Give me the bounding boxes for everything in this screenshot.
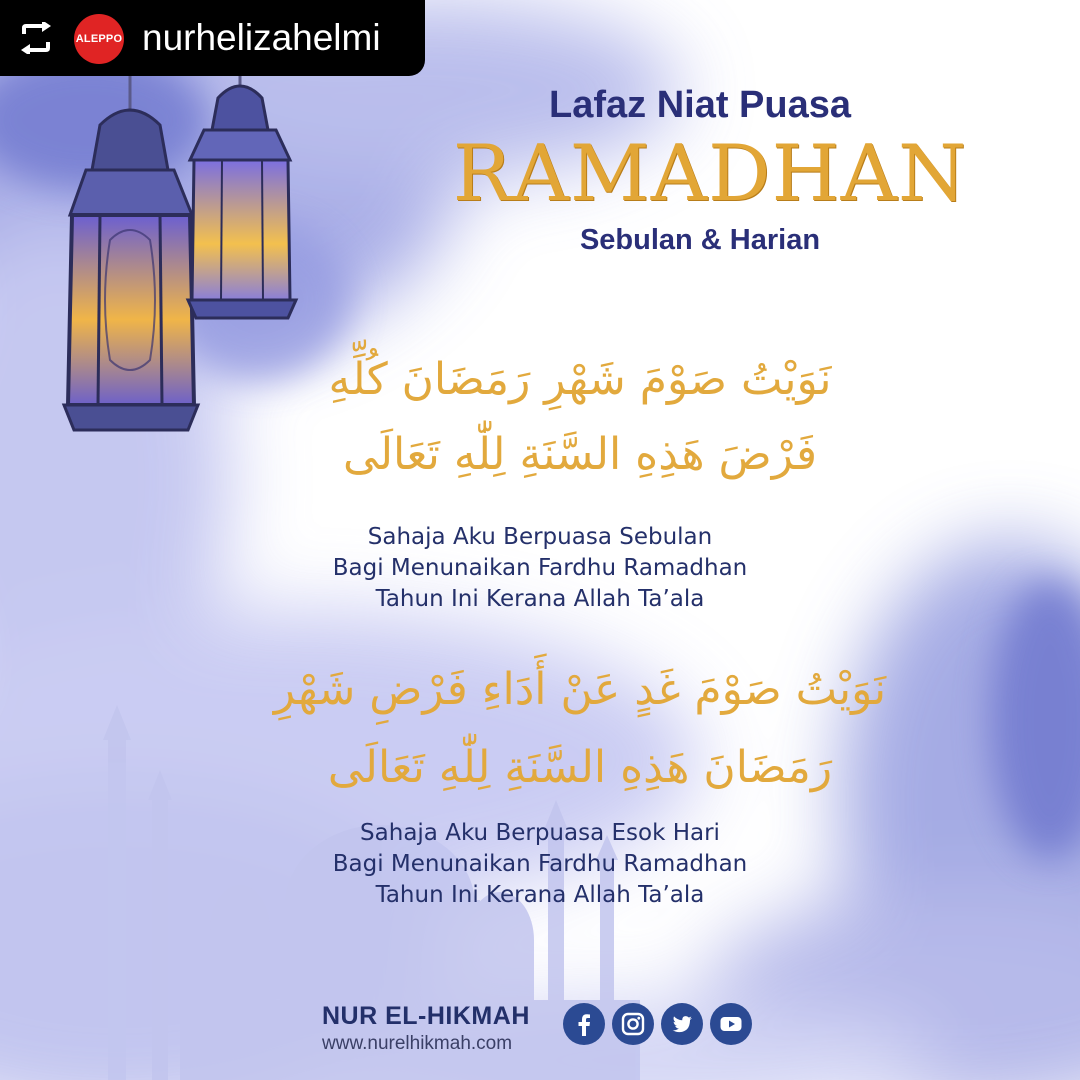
twitter-icon[interactable] [661, 1003, 703, 1045]
translation-line: Sahaja Aku Berpuasa Esok Hari [360, 820, 720, 846]
website-link[interactable]: www.nurelhikmah.com [322, 1033, 513, 1054]
niat-sebulan-arabic-line2: فَرْضَ هَذِهِ السَّنَةِ لِلّٰهِ تَعَالَى [342, 429, 818, 480]
niat-harian-arabic-line1: نَوَيْتُ صَوْمَ غَدٍ عَنْ أَدَاءِ فَرْضِ شَهْرِ [273, 664, 887, 715]
title-subtitle: Sebulan & Harian [579, 224, 821, 256]
translation-line: Tahun Ini Kerana Allah Ta’ala [375, 882, 705, 908]
title-line1: Lafaz Niat Puasa [549, 84, 851, 126]
avatar-badge[interactable] [74, 14, 124, 64]
translation-line: Bagi Menunaikan Fardhu Ramadhan [332, 555, 748, 581]
repost-header [0, 0, 425, 76]
niat-sebulan-translation [290, 522, 790, 615]
translation-line: Bagi Menunaikan Fardhu Ramadhan [332, 851, 748, 877]
niat-harian-arabic-line2: رَمَضَانَ هَذِهِ السَّنَةِ لِلّٰهِ تَعَالَى [327, 742, 833, 793]
youtube-icon[interactable] [710, 1003, 752, 1045]
niat-harian-translation [290, 818, 790, 911]
translation-line: Tahun Ini Kerana Allah Ta’ala [375, 586, 705, 612]
facebook-icon[interactable] [563, 1003, 605, 1045]
badge-label: ALEPPO [75, 33, 123, 45]
instagram-icon[interactable] [612, 1003, 654, 1045]
niat-sebulan-arabic-line1: نَوَيْتُ صَوْمَ شَهْرِ رَمَضَانَ كُلِّهِ [328, 354, 832, 405]
repost-username[interactable]: nurhelizahelmi [142, 17, 381, 58]
translation-line: Sahaja Aku Berpuasa Sebulan [367, 524, 713, 550]
repost-icon[interactable] [18, 22, 54, 54]
brand-name: NUR EL-HIKMAH [322, 1002, 530, 1030]
title-main: RAMADHAN [452, 129, 968, 219]
